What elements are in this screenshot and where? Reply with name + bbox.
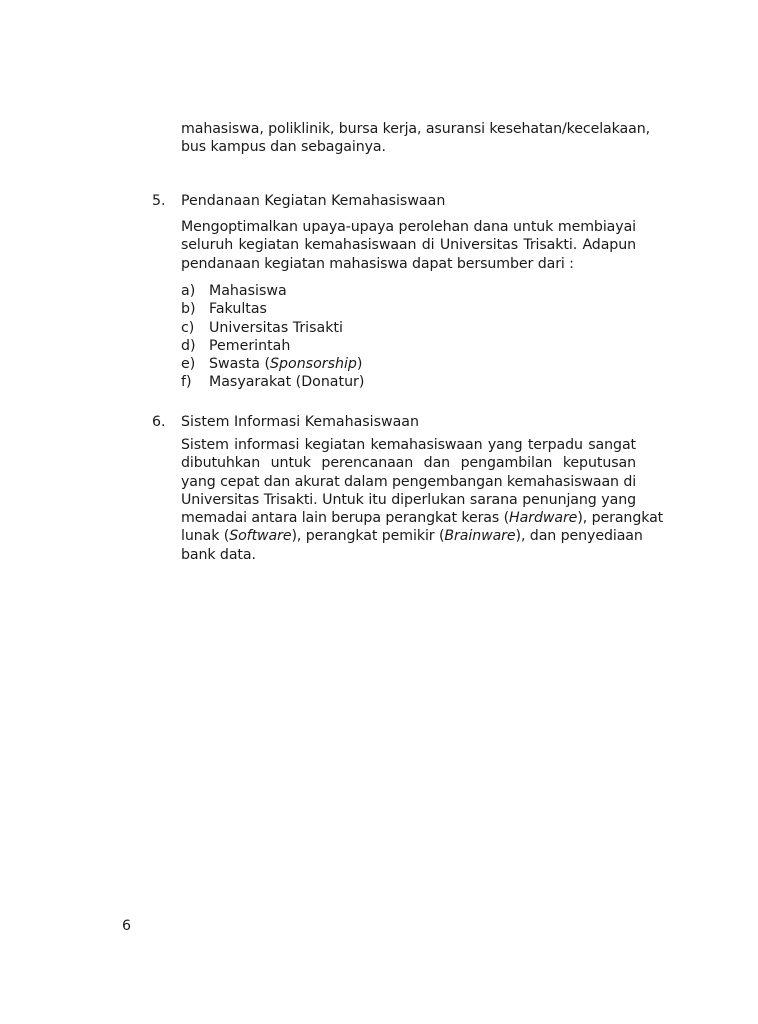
- list-marker: f): [181, 374, 192, 391]
- list-marker: c): [181, 319, 195, 336]
- section-number: 5.: [152, 193, 166, 209]
- text-segment: bank data.: [181, 546, 256, 563]
- section-6-paragraph: [181, 436, 664, 564]
- paragraph-line: mahasiswa, poliklinik, bursa kerja, asuransi kesehatan/kecelakaan,: [181, 121, 651, 137]
- text-segment: memadai antara lain berupa perangkat keras (: [181, 510, 510, 527]
- list-item-text: [209, 355, 362, 373]
- paragraph-line: [181, 454, 636, 472]
- list-item-text: Fakultas: [209, 301, 267, 318]
- continuation-paragraph: [181, 120, 651, 157]
- list-marker: a): [181, 283, 196, 299]
- paragraph-line: [181, 473, 636, 491]
- paragraph-line: [181, 436, 636, 454]
- list-item-text: Mahasiswa: [209, 283, 287, 299]
- paragraph-line: [181, 509, 664, 527]
- italic-term: Hardware: [509, 510, 578, 527]
- list-marker: d): [181, 337, 196, 354]
- paragraph-line: [181, 527, 643, 545]
- paragraph-line: [181, 491, 636, 509]
- paragraph-line: Mengoptimalkan upaya-upaya perolehan dana untuk membiayai: [181, 219, 636, 235]
- paragraph-line: pendanaan kegiatan mahasiswa dapat bersumber dari :: [181, 255, 574, 272]
- paragraph-line: seluruh kegiatan kemahasiswaan di Universitas Trisakti. Adapun: [181, 237, 636, 254]
- list-marker: b): [181, 301, 196, 318]
- text-segment: ), perangkat: [577, 510, 664, 527]
- italic-term: Brainware: [444, 528, 516, 545]
- text-segment: ), perangkat pemikir (: [291, 528, 445, 545]
- text-segment: Sistem informasi kegiatan kemahasiswaan yang terpadu sangat: [181, 437, 636, 453]
- list-item-text-part: Swasta (: [209, 356, 270, 373]
- italic-term: Sponsorship: [270, 356, 357, 373]
- list-item-text: Universitas Trisakti: [209, 319, 343, 336]
- italic-term: Software: [229, 528, 292, 545]
- list-item-text: Pemerintah: [209, 337, 291, 354]
- section-title: Pendanaan Kegiatan Kemahasiswaan: [181, 193, 446, 209]
- section-title: Sistem Informasi Kemahasiswaan: [181, 414, 419, 430]
- text-segment: dibutuhkan untuk perencanaan dan pengambilan keputusan: [181, 455, 636, 472]
- text-segment: Universitas Trisakti. Untuk itu diperlukan sarana penunjang yang: [181, 491, 636, 508]
- section-number: 6.: [152, 414, 166, 430]
- list-item-text: Masyarakat (Donatur): [209, 374, 365, 391]
- paragraph-line: [181, 546, 636, 564]
- page-number: 6: [122, 918, 132, 934]
- section-5-paragraph: [181, 218, 636, 273]
- list-item-text-part: ): [356, 356, 363, 373]
- list-marker: e): [181, 356, 196, 373]
- text-segment: ), dan penyediaan: [515, 528, 643, 545]
- paragraph-line: bus kampus dan sebagainya.: [181, 139, 386, 156]
- text-segment: lunak (: [181, 528, 230, 545]
- text-segment: yang cepat dan akurat dalam pengembangan kemahasiswaan di: [181, 473, 637, 490]
